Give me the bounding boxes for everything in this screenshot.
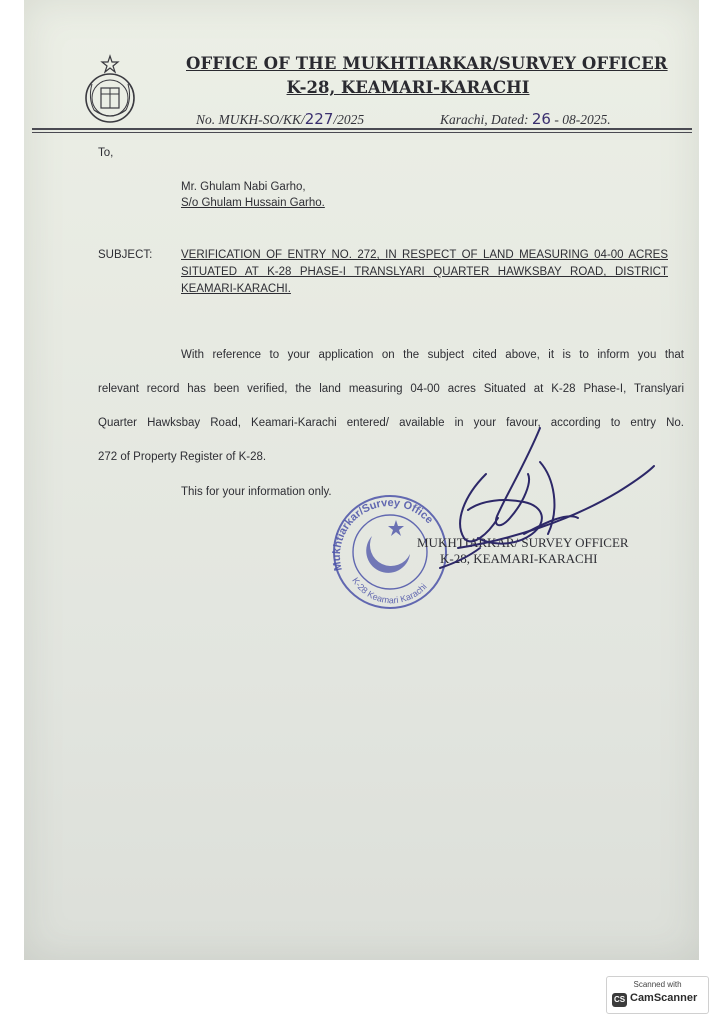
camscanner-badge — [606, 976, 709, 1014]
subject-line-3: KEAMARI-KARACHI. — [181, 283, 291, 295]
header-rule — [32, 128, 692, 130]
ref-prefix: No. MUKH-SO/KK/ — [196, 112, 305, 127]
body-line-1: With reference to your application on the subject cited above, it is to inform you that — [181, 349, 684, 361]
subject-line-1: VERIFICATION OF ENTRY NO. 272, IN RESPECT OF LAND MEASURING 04-00 ACRES — [181, 249, 668, 261]
body-line-2: relevant record has been verified, the land measuring 04-00 acres Situated at K-28 Phase-I, Translyari — [98, 383, 684, 395]
reference-number — [196, 110, 364, 128]
ref-suffix: /2025 — [333, 112, 365, 127]
camscanner-logo-icon: CS — [612, 993, 627, 1007]
svg-text:Mukhtiarkar/Survey Office: Mukhtiarkar/Survey Office — [330, 496, 436, 572]
recipient-name: Mr. Ghulam Nabi Garho, — [181, 181, 306, 193]
camscanner-brand: CamScanner — [630, 992, 698, 1004]
office-location: K-28, KEAMARI-KARACHI — [286, 78, 530, 97]
letter-date — [440, 110, 611, 128]
date-day-handwritten: 26 — [531, 110, 551, 128]
salutation: To, — [98, 147, 114, 159]
signatory-location: K-28, KEAMARI-KARACHI — [440, 551, 598, 566]
date-suffix: - 08-2025. — [554, 112, 611, 127]
svg-text:K-28 Keamari Karachi: K-28 Keamari Karachi — [350, 575, 429, 606]
letter-sheet — [24, 0, 699, 960]
closing-line: This for your information only. — [181, 486, 332, 498]
scanned-with-label: Scanned with — [633, 980, 682, 989]
subject-label: SUBJECT: — [98, 249, 153, 261]
body-line-3: Quarter Hawksbay Road, Keamari-Karachi entered/ available in your favour, according to entry No. — [98, 417, 684, 429]
government-emblem-icon — [82, 54, 138, 124]
handwritten-signature — [428, 422, 658, 592]
office-title: OFFICE OF THE MUKHTIARKAR/SURVEY OFFICER — [186, 54, 668, 73]
body-line-4: 272 of Property Register of K-28. — [98, 451, 267, 463]
recipient-relation: S/o Ghulam Hussain Garho. — [181, 197, 325, 209]
signatory-designation: MUKHTIARKAR/ SURVEY OFFICER — [417, 535, 629, 550]
ref-number-handwritten: 227 — [304, 110, 334, 128]
subject-line-2: SITUATED AT K-28 PHASE-I TRANSLYARI QUARTER HAWKSBAY ROAD, DISTRICT — [181, 266, 668, 278]
header-rule-thin — [32, 132, 692, 133]
date-prefix: Karachi, Dated: — [440, 112, 529, 127]
